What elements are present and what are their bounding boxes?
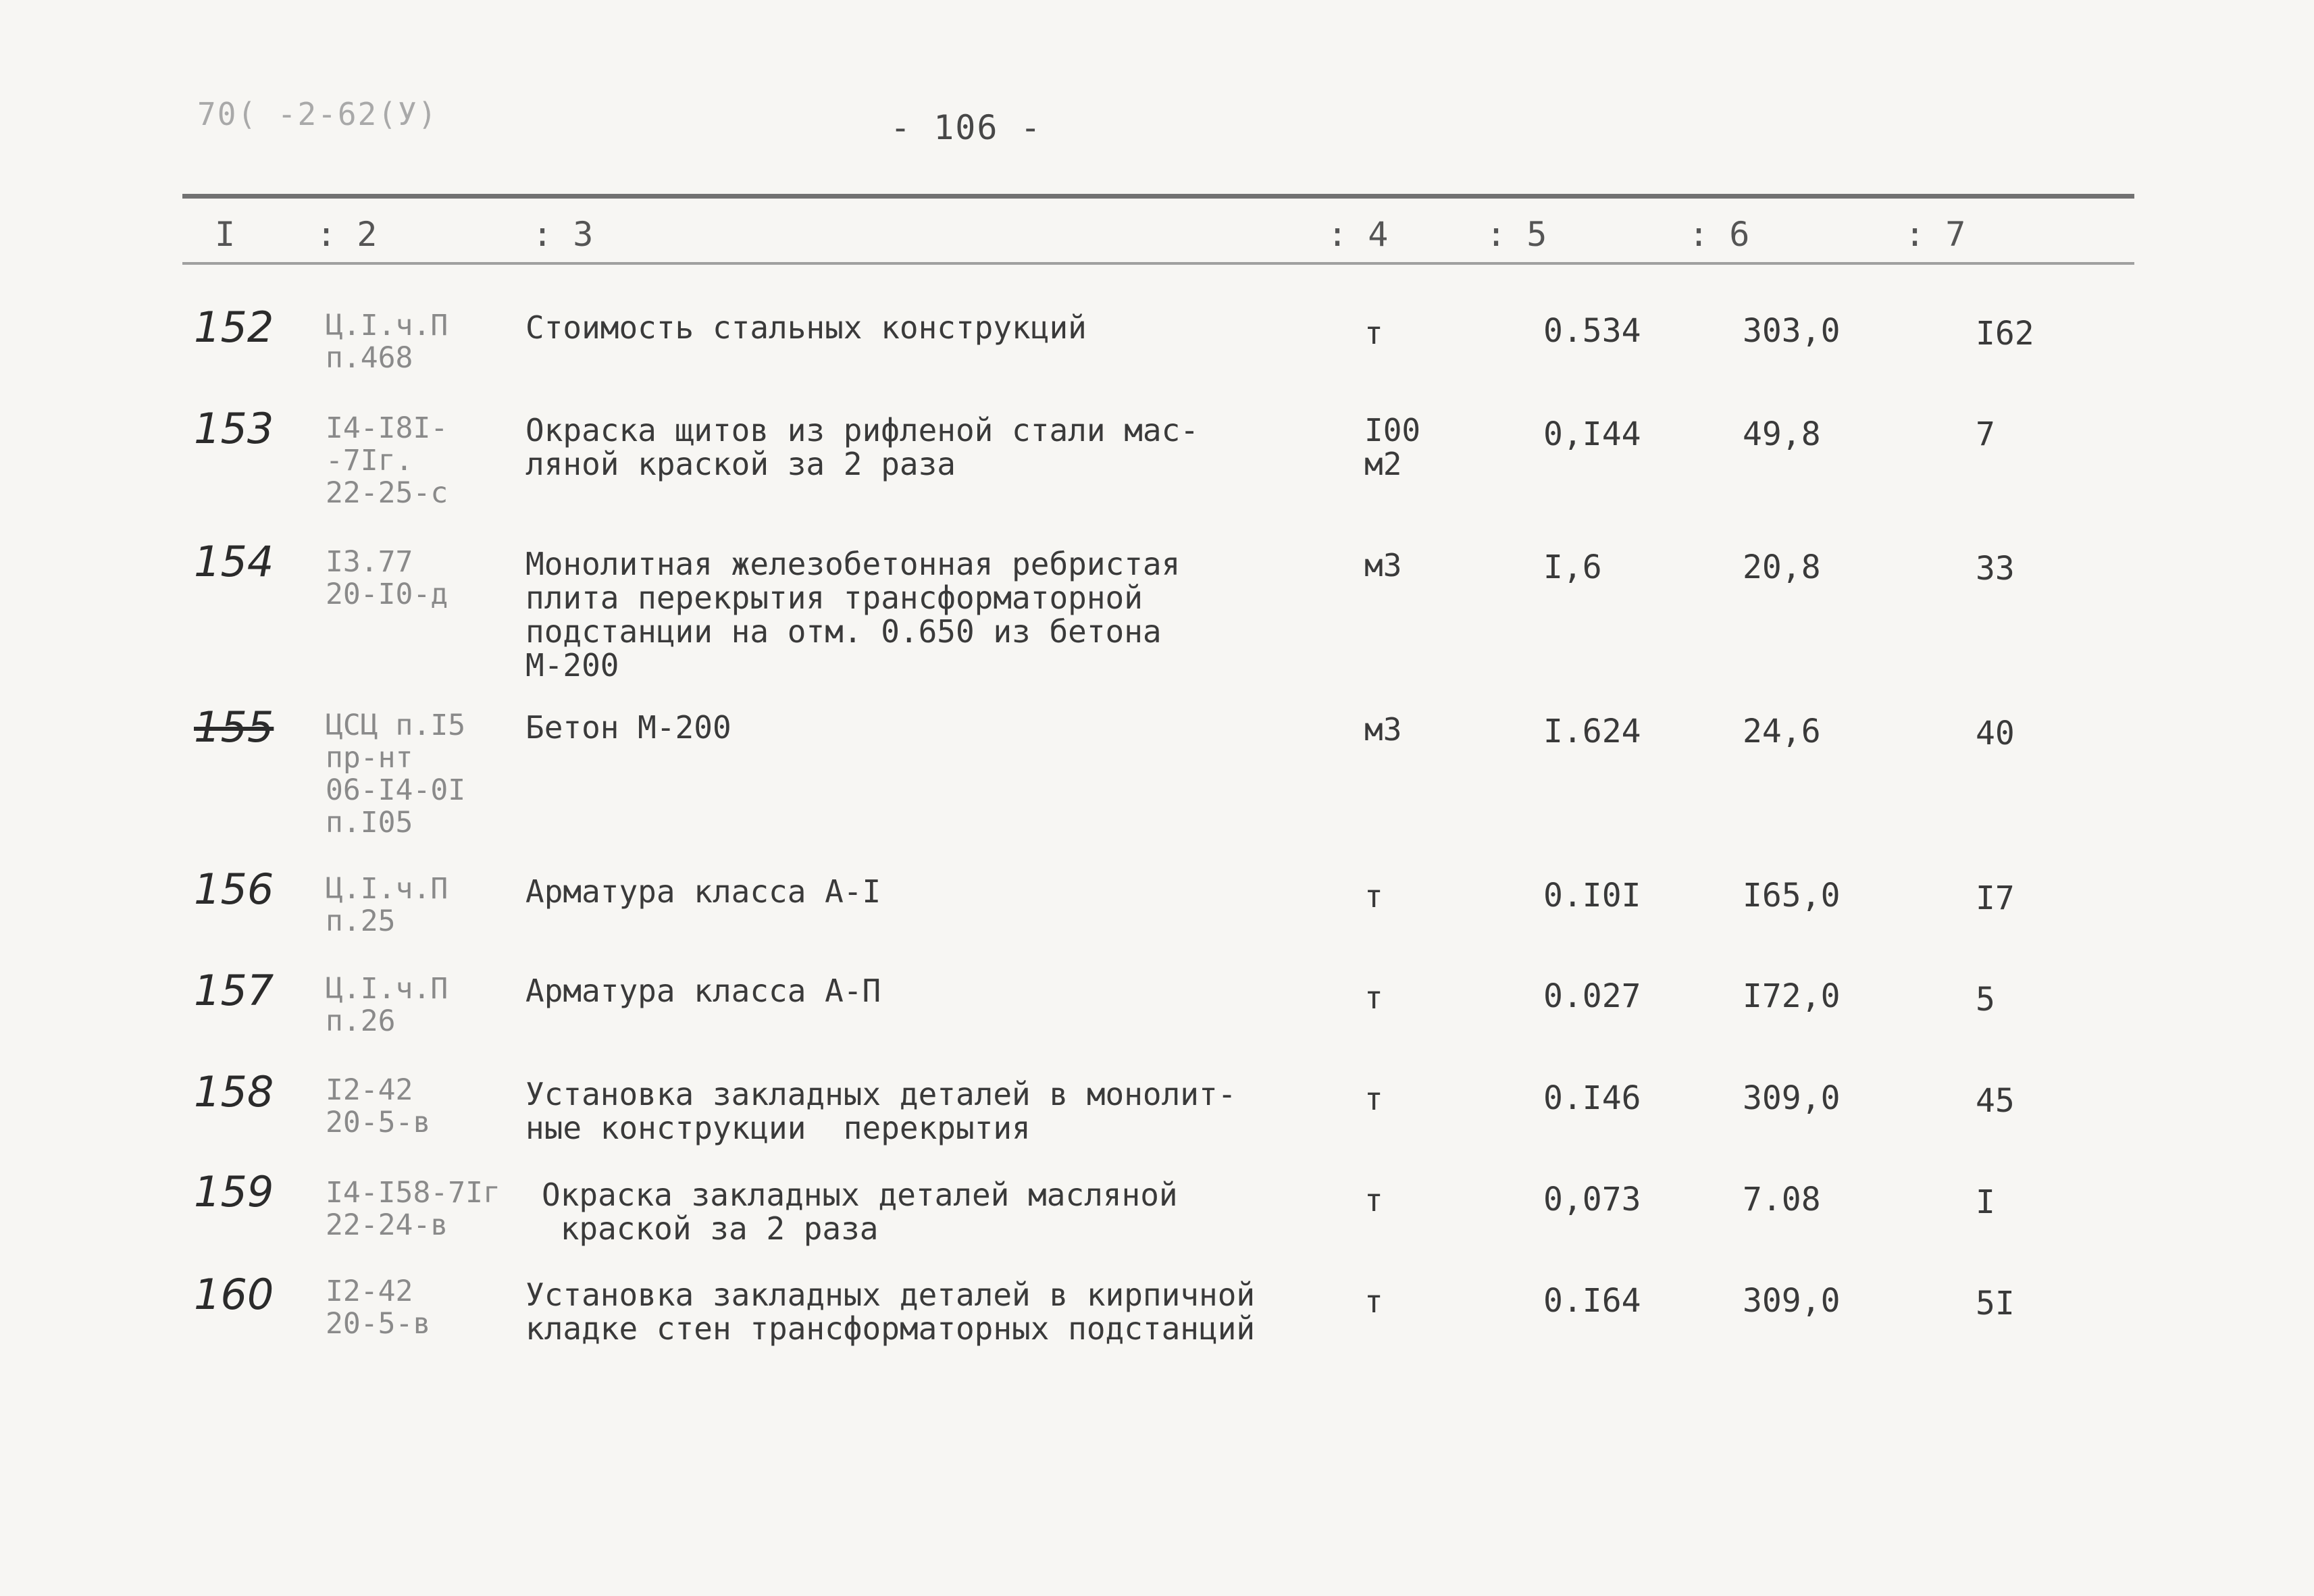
row-quantity: 0.534 — [1543, 312, 1641, 350]
document-code: 70( -2-62(У) — [197, 96, 438, 132]
row-number: 159 — [194, 1167, 274, 1216]
row-number: 160 — [194, 1270, 274, 1319]
row-total: I — [1976, 1183, 1995, 1221]
row-total: 7 — [1976, 415, 1995, 453]
row-total: I7 — [1976, 879, 2015, 917]
row-unit: т — [1364, 979, 1383, 1016]
row-number: 152 — [194, 303, 274, 352]
row-number: 156 — [194, 865, 274, 914]
row-reference: I2-42 20-5-в — [326, 1073, 431, 1139]
column-header-6: : 6 — [1689, 215, 1750, 254]
row-reference: I4-I8I- -7Iг. 22-25-с — [326, 411, 448, 510]
row-reference: Ц.I.ч.П п.25 — [326, 872, 448, 938]
row-unit: т — [1364, 315, 1383, 351]
row-quantity: 0.I64 — [1543, 1282, 1641, 1320]
row-unit: т — [1364, 1081, 1383, 1117]
row-quantity: 0,I44 — [1543, 415, 1641, 453]
row-quantity: 0.I0I — [1543, 877, 1641, 915]
row-description: Окраска щитов из рифленой стали мас- ляной краской за 2 раза — [525, 412, 1199, 482]
row-description: Стоимость стальных конструкций — [525, 309, 1087, 346]
row-total: I62 — [1976, 315, 2034, 353]
row-unit-price: 24,6 — [1743, 713, 1821, 750]
row-reference: I4-I58-7Iг 22-24-в — [326, 1176, 500, 1242]
row-reference: I3.77 20-I0-д — [326, 545, 448, 611]
row-quantity: I.624 — [1543, 713, 1641, 750]
row-total: 5 — [1976, 981, 1995, 1019]
row-unit: т — [1364, 1182, 1383, 1218]
row-quantity: 0,073 — [1543, 1181, 1641, 1218]
row-total: 45 — [1976, 1082, 2015, 1120]
row-total: 5I — [1976, 1285, 2015, 1322]
row-description: Монолитная железобетонная ребристая плита перекрытия трансформаторной подстанции на отм. 0.650 из бетона М-200 — [525, 546, 1181, 684]
row-description: Арматура класса А-П — [525, 973, 881, 1009]
row-unit-price: 309,0 — [1743, 1282, 1841, 1320]
row-reference: ЦСЦ п.I5 пр-нт 06-I4-0I п.I05 — [326, 709, 466, 840]
row-description: Окраска закладных деталей масляной краской за 2 раза — [542, 1177, 1178, 1247]
column-header-4: : 4 — [1327, 215, 1389, 254]
row-reference: I2-42 20-5-в — [326, 1275, 431, 1341]
row-description: Бетон М-200 — [525, 709, 731, 746]
row-unit-price: 20,8 — [1743, 548, 1821, 586]
row-unit-price: I65,0 — [1743, 877, 1841, 915]
row-unit-price: 303,0 — [1743, 312, 1841, 350]
row-unit: т — [1364, 878, 1383, 915]
row-number: 155 — [194, 702, 274, 752]
row-unit: I00 м2 — [1364, 412, 1421, 482]
page-number: - 106 - — [890, 108, 1042, 147]
row-description: Арматура класса А-I — [525, 873, 881, 910]
column-header-5: : 5 — [1486, 215, 1547, 254]
row-unit: м3 — [1364, 547, 1402, 584]
table-header-rule — [182, 262, 2134, 265]
column-header-2: : 2 — [316, 215, 378, 254]
row-unit-price: I72,0 — [1743, 977, 1841, 1015]
row-description: Установка закладных деталей в монолит- ные конструкции перекрытия — [525, 1076, 1237, 1146]
row-reference: Ц.I.ч.П п.468 — [326, 309, 448, 375]
row-unit: м3 — [1364, 711, 1402, 748]
row-number: 157 — [194, 966, 274, 1015]
row-quantity: 0.027 — [1543, 977, 1641, 1015]
row-quantity: 0.I46 — [1543, 1079, 1641, 1117]
row-total: 40 — [1976, 715, 2015, 752]
row-unit-price: 7.08 — [1743, 1181, 1821, 1218]
row-total: 33 — [1976, 550, 2015, 588]
row-unit-price: 49,8 — [1743, 415, 1821, 453]
row-unit-price: 309,0 — [1743, 1079, 1841, 1117]
row-number: 158 — [194, 1067, 274, 1116]
row-number: 154 — [194, 537, 274, 586]
row-unit: т — [1364, 1283, 1383, 1320]
row-reference: Ц.I.ч.П п.26 — [326, 972, 448, 1038]
column-header-1: I — [215, 215, 236, 254]
column-header-3: : 3 — [532, 215, 594, 254]
row-description: Установка закладных деталей в кирпичной кладке стен трансформаторных подстанций — [525, 1277, 1256, 1347]
row-number: 153 — [194, 404, 274, 453]
row-quantity: I,6 — [1543, 548, 1602, 586]
table-top-rule — [182, 194, 2134, 199]
column-header-7: : 7 — [1905, 215, 1966, 254]
